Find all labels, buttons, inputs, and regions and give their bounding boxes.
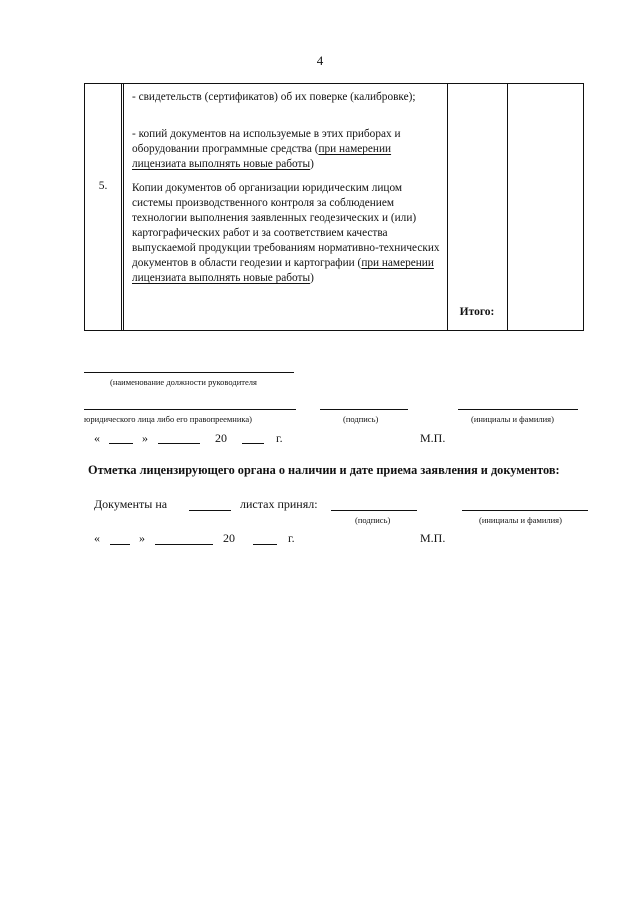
month-blank bbox=[155, 544, 213, 545]
year-prefix: 20 bbox=[223, 531, 235, 545]
signature-line bbox=[331, 510, 417, 511]
item-software-copies bbox=[132, 127, 444, 172]
position-line-2 bbox=[84, 409, 296, 410]
date-close-quote: » bbox=[139, 531, 145, 545]
sheets-received-label: листах принял: bbox=[240, 497, 318, 511]
table-divider bbox=[121, 84, 122, 330]
page-number: 4 bbox=[316, 53, 324, 68]
position-caption: (наименование должности руководителя bbox=[110, 377, 257, 387]
year-suffix: г. bbox=[288, 531, 295, 545]
date-close-quote: » bbox=[142, 431, 148, 445]
year-blank bbox=[242, 443, 264, 444]
signature-caption: (подпись) bbox=[343, 414, 379, 424]
year-suffix: г. bbox=[276, 431, 283, 445]
initials-caption: (инициалы и фамилия) bbox=[471, 414, 554, 424]
sheets-blank bbox=[189, 510, 231, 511]
day-blank bbox=[109, 443, 133, 444]
stamp-label: М.П. bbox=[420, 431, 446, 445]
day-blank bbox=[110, 544, 130, 545]
position-caption-2: юридического лица либо его правопреемника) bbox=[84, 414, 253, 424]
item-text-end: ) bbox=[310, 272, 314, 284]
date-open-quote: « bbox=[94, 531, 100, 545]
documents-table bbox=[84, 83, 584, 331]
item-text: - копий документов на используемые в этих приборах и оборудовании программные средства ( bbox=[132, 128, 401, 155]
initials-line bbox=[458, 409, 578, 410]
row-number: 5. bbox=[98, 180, 108, 192]
authority-heading: Отметка лицензирующего органа о наличии и дате приема заявления и документов: bbox=[88, 463, 560, 477]
item-condition: при намерении лицензиата выполнять новые работы bbox=[132, 257, 434, 284]
item-text: Копии документов об организации юридическим лицом системы производственного контроля за соблюдением технологии выполнения заявленных геодезических и (или) картографических работ и за соответствием качества выпускаемой продукции требованиям нормативно-технических документов в области геодезии и картографии ( bbox=[132, 182, 440, 269]
month-blank bbox=[158, 443, 200, 444]
date-open-quote: « bbox=[94, 431, 100, 445]
table-divider bbox=[507, 84, 508, 330]
stamp-label: М.П. bbox=[420, 531, 446, 545]
item-text-end: ) bbox=[310, 158, 314, 170]
year-prefix: 20 bbox=[215, 431, 227, 445]
total-label: Итого: bbox=[459, 306, 495, 318]
year-blank bbox=[253, 544, 277, 545]
item-condition: при намерении лицензиата выполнять новые работы bbox=[132, 143, 392, 170]
item-quality-control bbox=[132, 181, 444, 286]
item-certificates: - свидетельств (сертификатов) об их поверке (калибровке); bbox=[132, 91, 416, 103]
docs-on-label: Документы на bbox=[94, 497, 168, 511]
signature-caption: (подпись) bbox=[355, 515, 391, 525]
initials-line bbox=[462, 510, 588, 511]
initials-caption: (инициалы и фамилия) bbox=[479, 515, 562, 525]
table-divider bbox=[447, 84, 448, 330]
position-line bbox=[84, 372, 294, 373]
signature-line bbox=[320, 409, 408, 410]
table-divider bbox=[123, 84, 124, 330]
